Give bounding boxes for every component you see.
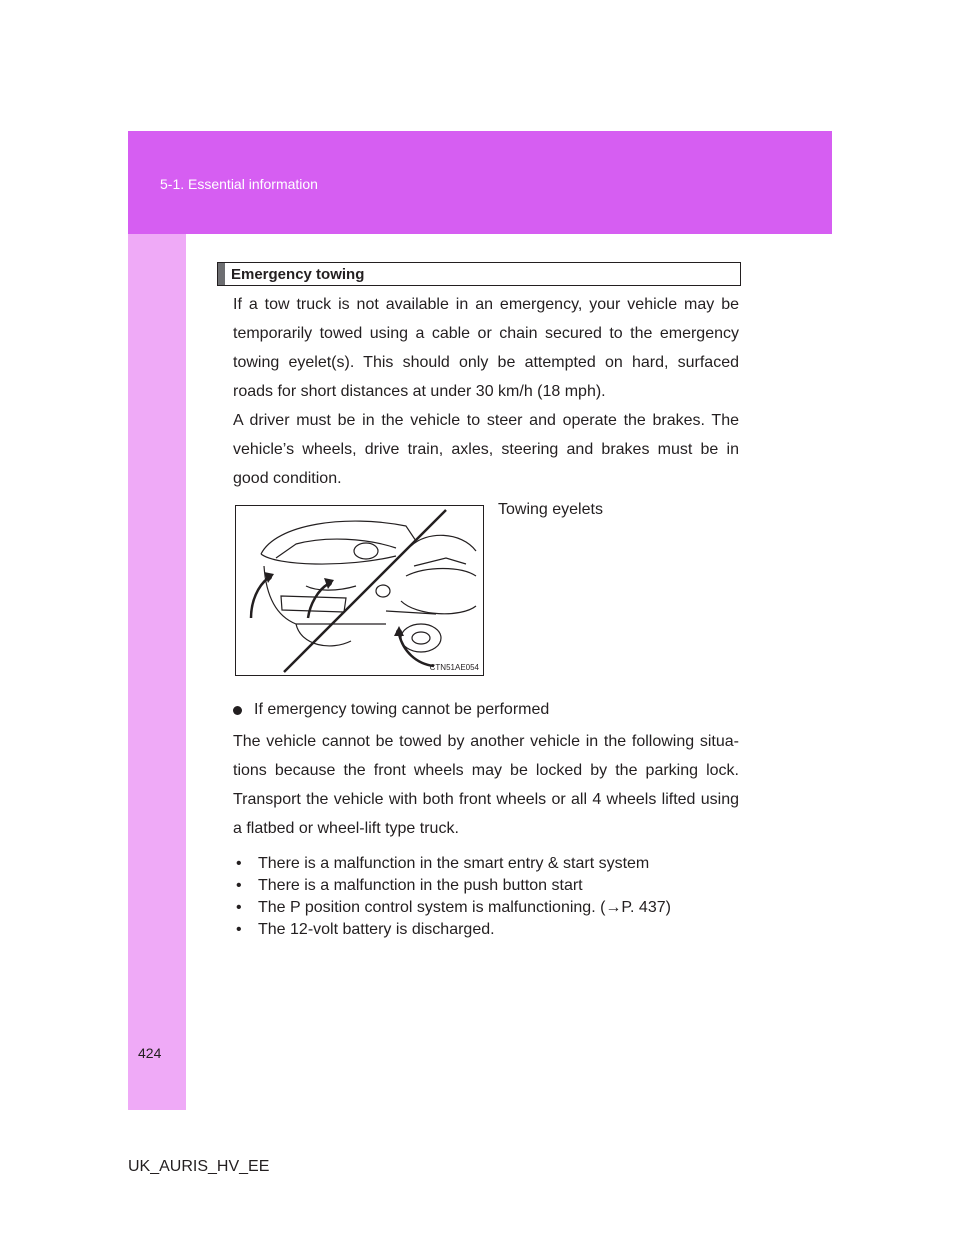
- subsection-title: If emergency towing cannot be performed: [254, 701, 550, 718]
- section-title: Emergency towing: [231, 265, 365, 283]
- heading-bar: [218, 263, 225, 285]
- list-item: • The P position control system is malfunctioning. (→P. 437): [236, 899, 671, 916]
- intro-paragraph-1: If a tow truck is not available in an emergency, your vehicle may be temporarily towed using a cable or chain secured to the emergency towing eyelet(s). This should only be attempted on hard, surfaced roads for short distances at under 30 km/h (18 mph).: [233, 296, 739, 400]
- figure-row: [217, 501, 741, 691]
- subsection-heading: [233, 701, 741, 719]
- condition-list: [233, 853, 741, 941]
- content: [217, 262, 741, 941]
- subsection-body: The vehicle cannot be towed by another vehicle in the following situa-tions because the front wheels may be locked by the parking lock. Transport the vehicle with both front wheels or all 4 wheels lifted using a flatbed or wheel-lift type truck.: [233, 733, 739, 837]
- list-item: • The 12-volt battery is discharged.: [236, 921, 495, 938]
- car-front-illustration: [236, 506, 483, 675]
- intro-paragraph-2: A driver must be in the vehicle to steer and operate the brakes. The vehicle’s wheels, drive train, axles, steering and brakes must be in good condition.: [233, 412, 739, 487]
- figure-code: CTN51AE054: [429, 663, 479, 672]
- page-number: 424: [138, 1045, 162, 1061]
- towing-eyelets-figure: [235, 505, 484, 676]
- bullet-dot-icon: [233, 706, 242, 715]
- section-label: 5-1. Essential information: [160, 176, 318, 192]
- side-strip: [128, 234, 186, 1110]
- list-item: • There is a malfunction in the smart entry & start system: [236, 855, 650, 872]
- figure-caption: Towing eyelets: [498, 501, 603, 518]
- list-item: • There is a malfunction in the push button start: [236, 877, 583, 894]
- doc-code: UK_AURIS_HV_EE: [128, 1158, 270, 1175]
- section-heading: [217, 262, 741, 286]
